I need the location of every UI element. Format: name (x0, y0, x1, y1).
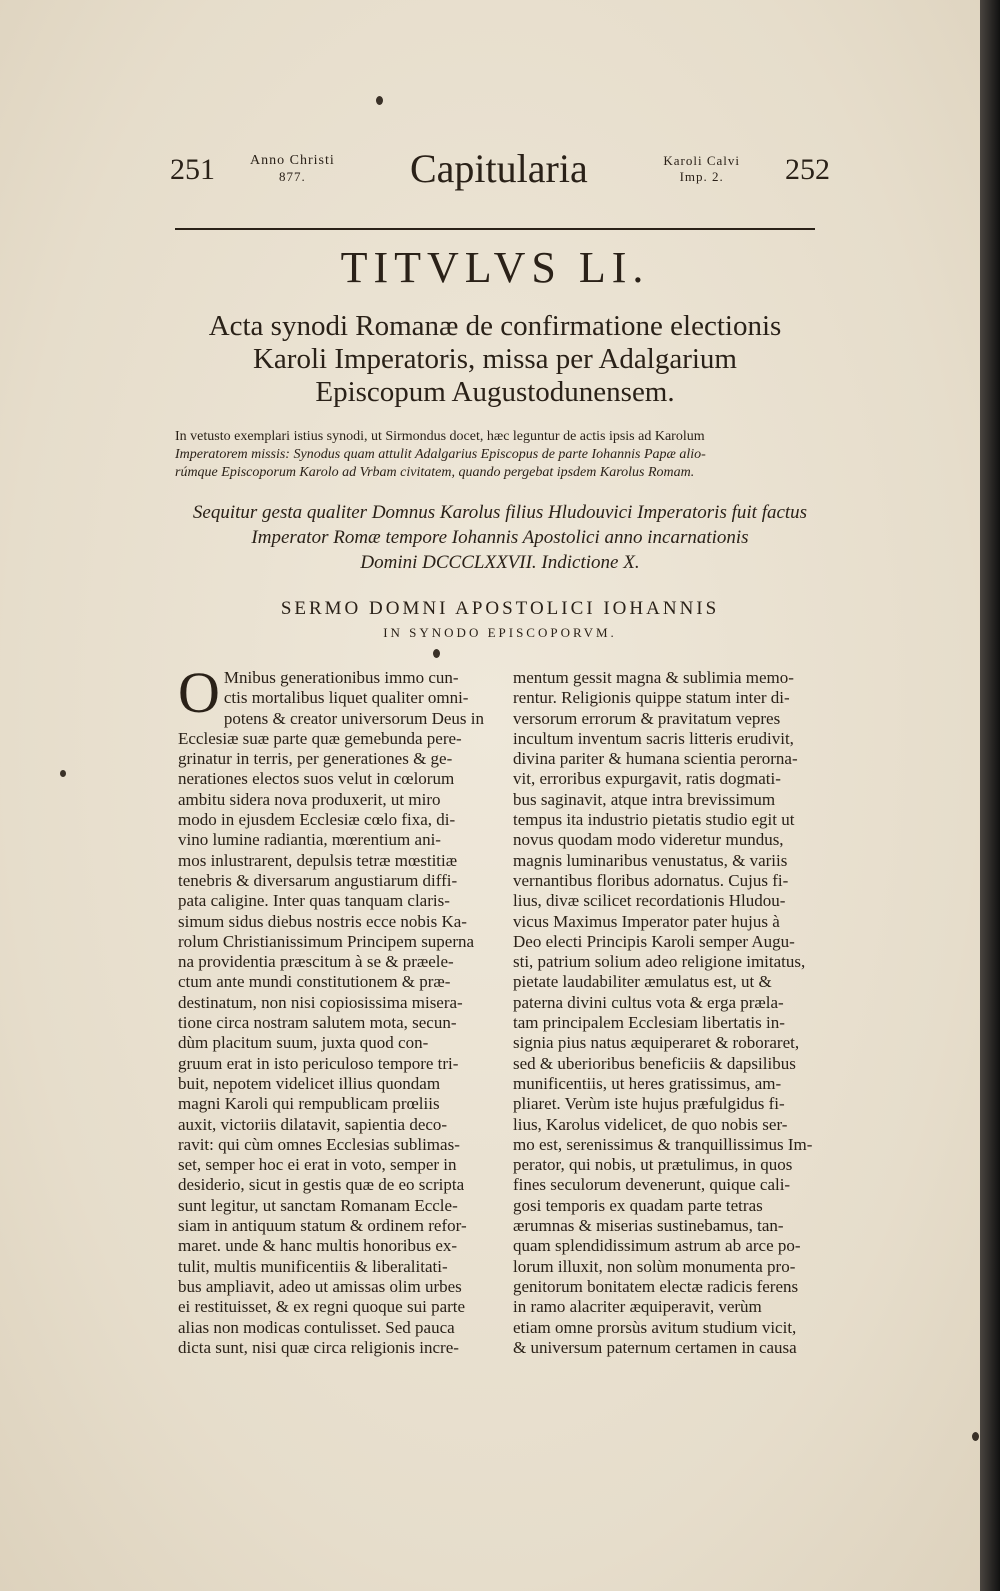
text-line: dùm placitum suum, juxta quod con- (178, 1033, 429, 1053)
text-line: siam in antiquum statum & ordinem refor- (178, 1216, 467, 1236)
text-line: ravit: qui cùm omnes Ecclesias sublimas- (178, 1134, 460, 1154)
text-line: pietate laudabiliter æmulatus est, ut & (513, 972, 772, 992)
text-line: dicta sunt, nisi quæ circa religionis incre- (178, 1337, 459, 1357)
text-line: sunt legitur, ut sanctam Romanam Eccle- (178, 1195, 458, 1215)
sequitur-line: Domini DCCCLXXVII. Indictione X. (360, 552, 640, 573)
text-line: auxit, victoriis dilatavit, sapientia deco- (178, 1114, 448, 1134)
text-line: alias non modicas contulisset. Sed pauca (178, 1317, 455, 1337)
text-line: rolum Christianissimum Principem superna (178, 931, 475, 951)
text-line: lius, Karolus videlicet, de quo nobis ser- (513, 1114, 788, 1134)
text-line: etiam omne prorsùs avitum studium vicit, (513, 1317, 797, 1337)
ink-speck (433, 649, 440, 658)
anno-year: 877. (278, 169, 306, 184)
titulus-heading: TITVLVS LI. (340, 243, 650, 292)
note-line: rúmque Episcoporum Karolo ad Vrbam civitatem, quando pergebat ipsdem Karolus Romam. (175, 465, 695, 480)
text-line: rentur. Religionis quippe statum inter di- (513, 688, 790, 708)
text-line: potens & creator universorum Deus in (223, 708, 485, 728)
text-line: sed & uberioribus beneficiis & dapsilibus (513, 1053, 796, 1073)
text-line: paterna divini cultus vota & erga præla- (513, 992, 784, 1012)
text-line: signia pius natus æquiperaret & roboraret, (513, 1033, 800, 1053)
imperial-year: Imp. 2. (679, 169, 724, 184)
karoli-label: Karoli Calvi (663, 153, 740, 168)
text-line: simum sidus diebus nostris ecce nobis Ka- (178, 911, 467, 931)
text-line: desiderio, sicut in gestis quæ de eo scripta (178, 1175, 465, 1195)
note-line: Imperatorem missis: Synodus quam attulit Adalgarius Episcopus de parte Iohannis Papæ alio- (175, 447, 706, 462)
acta-subtitle (160, 310, 830, 409)
text-line: modo in ejusdem Ecclesiæ cœlo fixa, di- (178, 810, 456, 830)
text-line: lorum illuxit, non solùm monumenta pro- (513, 1256, 796, 1276)
text-column-left (178, 660, 490, 1358)
karoli-calvi (663, 153, 740, 185)
text-line: gosi temporis ex quadam parte tetras (513, 1195, 763, 1215)
text-line: maret. unde & hanc multis honoribus ex- (178, 1236, 458, 1256)
text-line: mos inlustrarent, depulsis tetræ mœstitiæ (178, 850, 458, 870)
anno-christi (250, 153, 335, 185)
text-line: sti, patrium solium adeo religione imitatus, (513, 952, 806, 972)
text-line: tenebris & diversarum angustiarum diffi- (178, 870, 458, 890)
text-line: incultum inventum sacris litteris erudivit, (513, 728, 794, 748)
drop-cap: O (178, 660, 220, 725)
text-line: magni Karoli qui rempublicam prœliis (178, 1094, 440, 1114)
sermo-title: SERMO DOMNI APOSTOLICI IOHANNIS (280, 598, 720, 619)
text-line: grinatur in terris, per generationes & ge- (178, 749, 453, 769)
header-rule (175, 228, 815, 230)
text-line: quam splendidissimum astrum ab arce po- (513, 1236, 801, 1256)
page-edge (980, 0, 1000, 1591)
text-line: ctis mortalibus liquet qualiter omni- (223, 688, 469, 708)
page-number-right: 252 (785, 153, 830, 186)
text-line: Deo electi Principis Karoli semper Augu- (513, 931, 795, 951)
note-line: In vetusto exemplari istius synodi, ut Sirmondus docet, hæc leguntur de actis ipsis ad Karolum (175, 429, 705, 444)
subtitle-line: Episcopum Augustodunensem. (315, 376, 675, 408)
text-line: divina pariter & humana scientia perorna- (513, 749, 798, 769)
editorial-note (175, 428, 825, 482)
text-line: pata caligine. Inter quas tanquam claris- (178, 891, 450, 911)
text-line: genitorum bonitatem electæ radicis ferens (513, 1276, 799, 1296)
ink-speck (60, 770, 66, 777)
text-line: ctum ante mundi constitutionem & præ- (178, 972, 451, 992)
text-line: destinatum, non nisi copiosissima misera- (178, 992, 463, 1012)
text-line: in ramo alacriter æquiperavit, verùm (513, 1297, 762, 1317)
subtitle-line: Karoli Imperatoris, missa per Adalgarium (252, 343, 737, 375)
text-line: & universum paternum certamen in causa (513, 1337, 797, 1357)
page-header (170, 145, 830, 195)
sermo-subtitle: IN SYNODO EPISCOPORVM. (383, 625, 617, 640)
ink-speck (376, 96, 383, 105)
text-line: mo est, serenissimus & tranquillissimus Im- (513, 1134, 813, 1154)
text-line: na providentia præscitum à se & præele- (178, 952, 454, 972)
text-line: tam principalem Ecclesiam libertatis in- (513, 1013, 785, 1033)
sequitur-heading (175, 500, 825, 575)
anno-label: Anno Christi (250, 153, 335, 168)
page-number-left: 251 (170, 153, 215, 186)
subtitle-line: Acta synodi Romanæ de confirmatione electionis (208, 310, 782, 342)
text-line: bus saginavit, atque intra brevissimum (513, 789, 776, 809)
text-line: lius, divæ scilicet recordationis Hludou- (513, 891, 786, 911)
text-line: vicus Maximus Imperator pater hujus à (513, 911, 780, 931)
text-line: ambitu sidera nova produxerit, ut miro (178, 789, 441, 809)
text-line: ærumnas & miserias sustinebamus, tan- (513, 1216, 784, 1236)
text-line: gruum erat in isto periculoso tempore tri- (178, 1053, 459, 1073)
text-line: set, semper hoc ei erat in voto, semper in (178, 1155, 457, 1175)
running-title: Capitularia (410, 146, 588, 191)
text-line: perator, qui nobis, ut prætulimus, in quos (513, 1155, 793, 1175)
text-line: ei restituisset, & ex regni quoque sui parte (178, 1297, 466, 1317)
text-line: fines seculorum devenerunt, quique cali- (513, 1175, 791, 1195)
text-line: buit, nepotem videlicet illius quondam (178, 1073, 441, 1093)
sequitur-line: Sequitur gesta qualiter Domnus Karolus filius Hludouvici Imperatoris fuit factus (192, 502, 808, 523)
text-line: Mnibus generationibus immo cun- (223, 668, 459, 687)
text-line: versorum errorum & pravitatum vepres (513, 708, 781, 728)
text-line: novus quodam modo videretur mundus, (513, 830, 784, 850)
text-line: nerationes electos suos velut in cœlorum (178, 769, 455, 789)
text-line: bus ampliavit, adeo ut amissas olim urbes (178, 1276, 462, 1296)
ink-speck (972, 1432, 979, 1441)
text-line: mentum gessit magna & sublimia memo- (513, 668, 794, 687)
text-line: vino lumine radiantia, mœrentium ani- (178, 830, 441, 850)
text-line: tempus ita industrio pietatis studio egit ut (513, 810, 795, 830)
text-line: pliaret. Verùm iste hujus præfulgidus fi- (513, 1094, 785, 1114)
text-column-right (513, 668, 825, 1358)
text-line: magnis luminaribus venustatus, & variis (513, 850, 788, 870)
text-line: tulit, multis munificentiis & liberalitati- (178, 1256, 448, 1276)
text-line: munificentiis, ut heres gratissimus, am- (513, 1073, 782, 1093)
text-line: tione circa nostram salutem mota, secun- (178, 1013, 457, 1033)
sequitur-line: Imperator Romæ tempore Iohannis Apostolici anno incarnationis (251, 527, 749, 548)
text-line: vit, erroribus expurgavit, ratis dogmati- (513, 769, 781, 789)
text-line: Ecclesiæ suæ parte quæ gemebunda pere- (178, 728, 462, 748)
text-line: vernantibus floribus adornatus. Cujus fi- (513, 870, 789, 890)
